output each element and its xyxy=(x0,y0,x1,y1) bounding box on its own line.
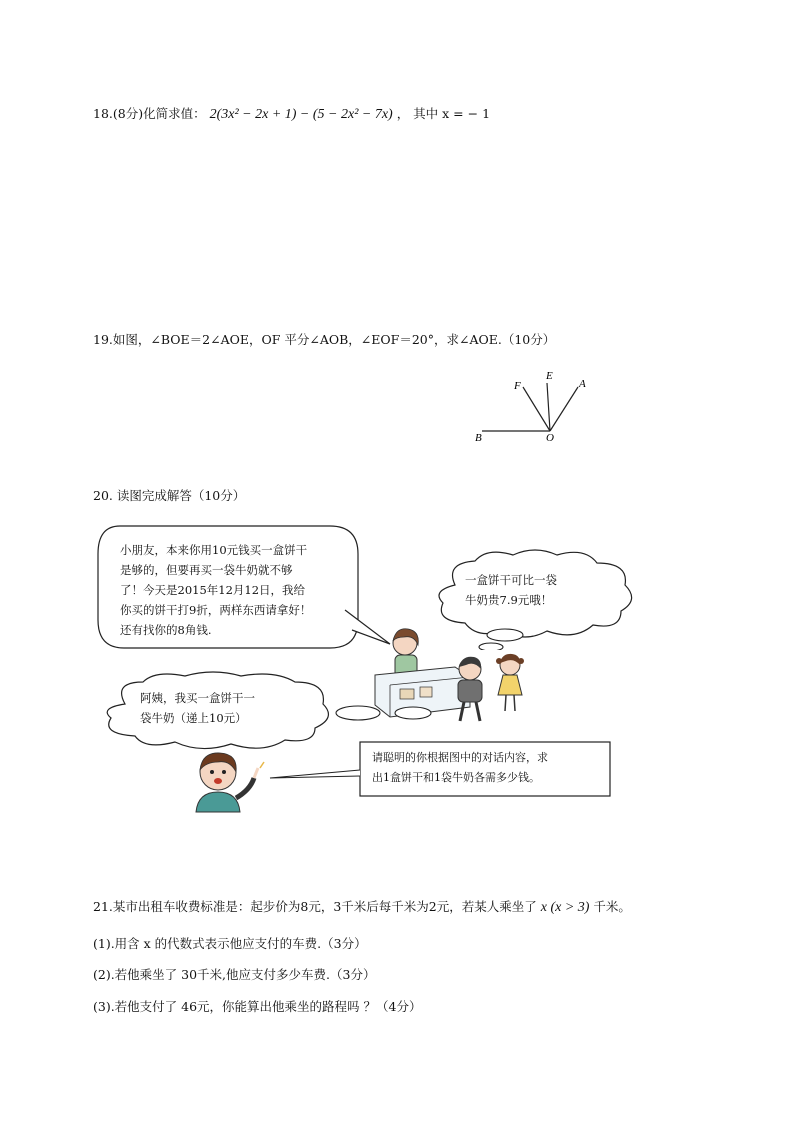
pointing-boy-illustration xyxy=(190,750,275,815)
label-A: A xyxy=(579,378,586,390)
boy-body xyxy=(458,680,482,702)
clerk-line-3: 了！今天是2015年12月12日，我给 xyxy=(120,583,306,597)
q18-prefix: 18.(8分)化简求值： xyxy=(93,106,206,121)
thought-line-1: 一盒饼干可比一袋 xyxy=(465,573,557,587)
q21-unit: 千米。 xyxy=(593,899,631,914)
clerk-line-2: 是够的，但要再买一袋牛奶就不够 xyxy=(120,563,293,577)
question-20-title: 20. 读图完成解答（10分） xyxy=(93,488,246,503)
ray-OA xyxy=(550,387,578,431)
angle-figure xyxy=(470,365,600,450)
q21-sub1: (1).用含 x 的代数式表示他应支付的车费.（3分） xyxy=(93,936,367,951)
clerk-line-4: 你买的饼干打9折，两样东西请拿好！ xyxy=(120,603,312,617)
clerk-line-5: 还有找你的8角钱. xyxy=(120,623,212,637)
clerk-speech-text xyxy=(120,540,311,640)
thought-text xyxy=(465,570,557,610)
q18-expression: 2(3x² − 2x + 1) − (5 − 2x² − 7x) xyxy=(209,107,393,122)
task-box-text xyxy=(372,748,548,788)
q21-text: 21.某市出租车收费标准是：起步价为8元，3千米后每千米为2元，若某人乘坐了 xyxy=(93,899,537,914)
q21-sub3: (3).若他支付了 46元，你能算出他乘坐的路程吗 ？（4分） xyxy=(93,999,422,1014)
question-21 xyxy=(93,897,631,916)
thought-line-2: 牛奶贵7.9元哦！ xyxy=(465,593,553,607)
task-line-2: 出1盒饼干和1袋牛奶各需多少钱。 xyxy=(372,771,540,784)
q21-sub2: (2).若他乘坐了 30千米,他应支付多少车费.（3分） xyxy=(93,967,376,982)
girl-dress xyxy=(498,675,522,695)
label-O: O xyxy=(546,432,554,444)
question-19: 19.如图，∠BOE＝2∠AOE，OF 平分∠AOB，∠EOF＝20°，求∠AOE.（10分） xyxy=(93,332,556,347)
child-speech-text xyxy=(140,688,255,728)
label-E: E xyxy=(546,370,553,382)
ray-OF xyxy=(523,387,550,431)
label-F: F xyxy=(514,380,521,392)
ray-OE xyxy=(547,383,550,431)
task-line-1: 请聪明的你根据图中的对话内容，求 xyxy=(372,751,548,764)
q21-condition: x (x > 3) xyxy=(540,900,590,915)
question-18 xyxy=(93,104,490,123)
q18-suffix: ， 其中 x = − 1 xyxy=(396,106,491,121)
pointing-boy-body xyxy=(196,792,240,812)
label-B: B xyxy=(475,432,482,444)
child-line-2: 袋牛奶（递上10元） xyxy=(140,711,247,725)
child-line-1: 阿姨，我买一盒饼干一 xyxy=(140,691,255,705)
clerk-line-1: 小朋友，本来你用10元钱买一盒饼干 xyxy=(120,543,308,557)
